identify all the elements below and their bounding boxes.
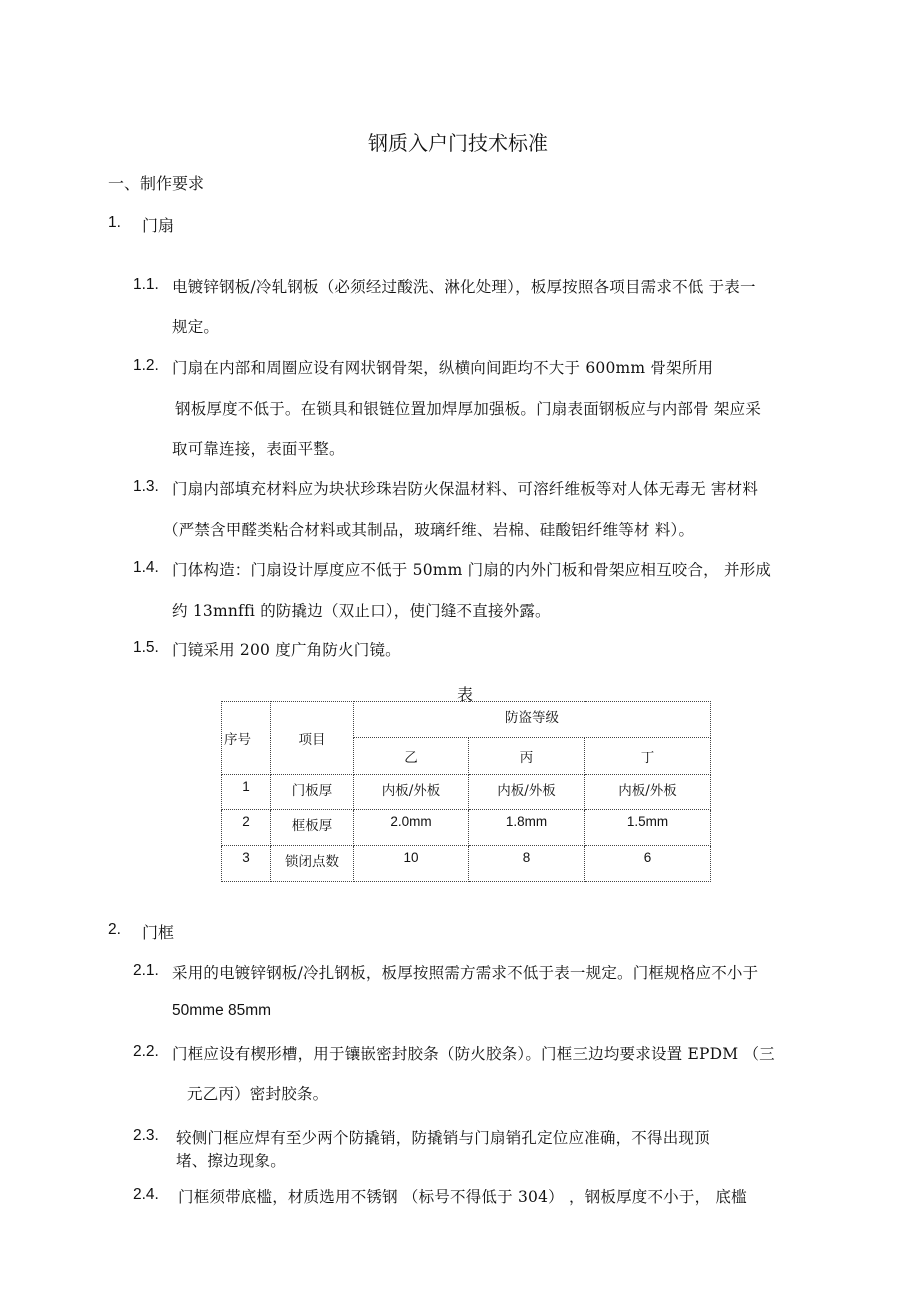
table-row	[222, 775, 711, 810]
item-text-line: 较侧门框应焊有至少两个防撬销，防撬销与门扇销孔定位应准确，不得出现顶	[176, 1129, 710, 1147]
item-number: 1.2.	[133, 357, 159, 374]
header-grade: 乙	[354, 738, 469, 775]
item-text-line: 采用的电镀锌钢板/冷扎钢板，板厚按照需方需求不低于表一规定。门框规格应不小于	[172, 964, 759, 982]
subsection-number: 2.	[108, 921, 121, 938]
item-text-line: 门框须带底槛，材质选用不锈钢 （标号不得低于 304） ，钢板厚度不小于， 底槛	[178, 1188, 747, 1206]
section-heading: 一、制作要求	[108, 174, 205, 193]
item-number: 2.4.	[133, 1186, 159, 1203]
table-row	[222, 810, 711, 846]
header-seq: 序号	[222, 702, 271, 775]
item-text-line: 约 13mnffi 的防撬边（双止口），使门缝不直接外露。	[172, 602, 551, 620]
item-text-line: 电镀锌钢板/冷轧钢板（必须经过酸洗、淋化处理），板厚按照各项目需求不低 于表一	[172, 278, 756, 296]
cell-value: 内板/外板	[354, 775, 469, 810]
cell-value: 6	[585, 846, 711, 882]
cell-value: 10	[354, 846, 469, 882]
item-number: 1.4.	[133, 559, 159, 576]
item-text-line: 钢板厚度不低于。在锁具和银链位置加焊厚加强板。门扇表面钢板应与内部骨 架应采	[175, 400, 762, 418]
item-text-line: 门框应设有楔形槽，用于镶嵌密封胶条（防火胶条）。门框三边均要求设置 EPDM （三	[172, 1045, 775, 1063]
item-text-line: （严禁含甲醛类粘合材料或其制品，玻璃纤维、岩棉、硅酸铝纤维等材 料）。	[163, 521, 695, 539]
cell-value: 1.8mm	[469, 810, 585, 846]
subsection-title: 门框	[142, 923, 175, 942]
item-text-line: 门扇内部填充材料应为块状珍珠岩防火保温材料、可溶纤维板等对人体无毒无 害材料	[172, 480, 759, 498]
door-standard-table	[221, 701, 711, 882]
cell-value: 1.5mm	[585, 810, 711, 846]
item-number: 1.5.	[133, 639, 159, 656]
item-number: 2.2.	[133, 1043, 159, 1060]
cell-value: 内板/外板	[469, 775, 585, 810]
item-number: 1.3.	[133, 478, 159, 495]
item-text-line: 门镜采用 200 度广角防火门镜。	[172, 641, 401, 659]
item-number: 2.1.	[133, 962, 159, 979]
cell-seq: 1	[222, 775, 271, 810]
cell-seq: 2	[222, 810, 271, 846]
item-text-line: 门体构造：门扇设计厚度应不低于 50mm 门扇的内外门板和骨架应相互咬合， 并形成	[172, 561, 772, 579]
table-caption: 表	[457, 685, 474, 704]
header-grade-group: 防盗等级	[354, 702, 711, 738]
page-title: 钢质入户门技术标准	[368, 131, 548, 155]
cell-value: 8	[469, 846, 585, 882]
header-item: 项目	[271, 702, 354, 775]
table-row	[222, 846, 711, 882]
cell-item: 门板厚	[271, 775, 354, 810]
subsection-title: 门扇	[142, 216, 175, 235]
header-grade: 丁	[585, 738, 711, 775]
item-text-line: 50mme 85mm	[172, 1002, 272, 1019]
cell-item: 框板厚	[271, 810, 354, 846]
cell-value: 2.0mm	[354, 810, 469, 846]
item-text-line: 门扇在内部和周圈应设有网状钢骨架，纵横向间距均不大于 600mm 骨架所用	[172, 359, 714, 377]
item-text-line: 规定。	[172, 318, 220, 336]
cell-seq: 3	[222, 846, 271, 882]
item-text-line: 元乙丙）密封胶条。	[187, 1085, 329, 1103]
cell-item: 锁闭点数	[271, 846, 354, 882]
cell-value: 内板/外板	[585, 775, 711, 810]
item-text-line: 取可靠连接，表面平整。	[172, 440, 345, 458]
item-number: 1.1.	[133, 276, 159, 293]
header-grade: 丙	[469, 738, 585, 775]
item-number: 2.3.	[133, 1127, 159, 1144]
subsection-number: 1.	[108, 214, 121, 231]
item-text-line: 堵、擦边现象。	[176, 1152, 286, 1170]
